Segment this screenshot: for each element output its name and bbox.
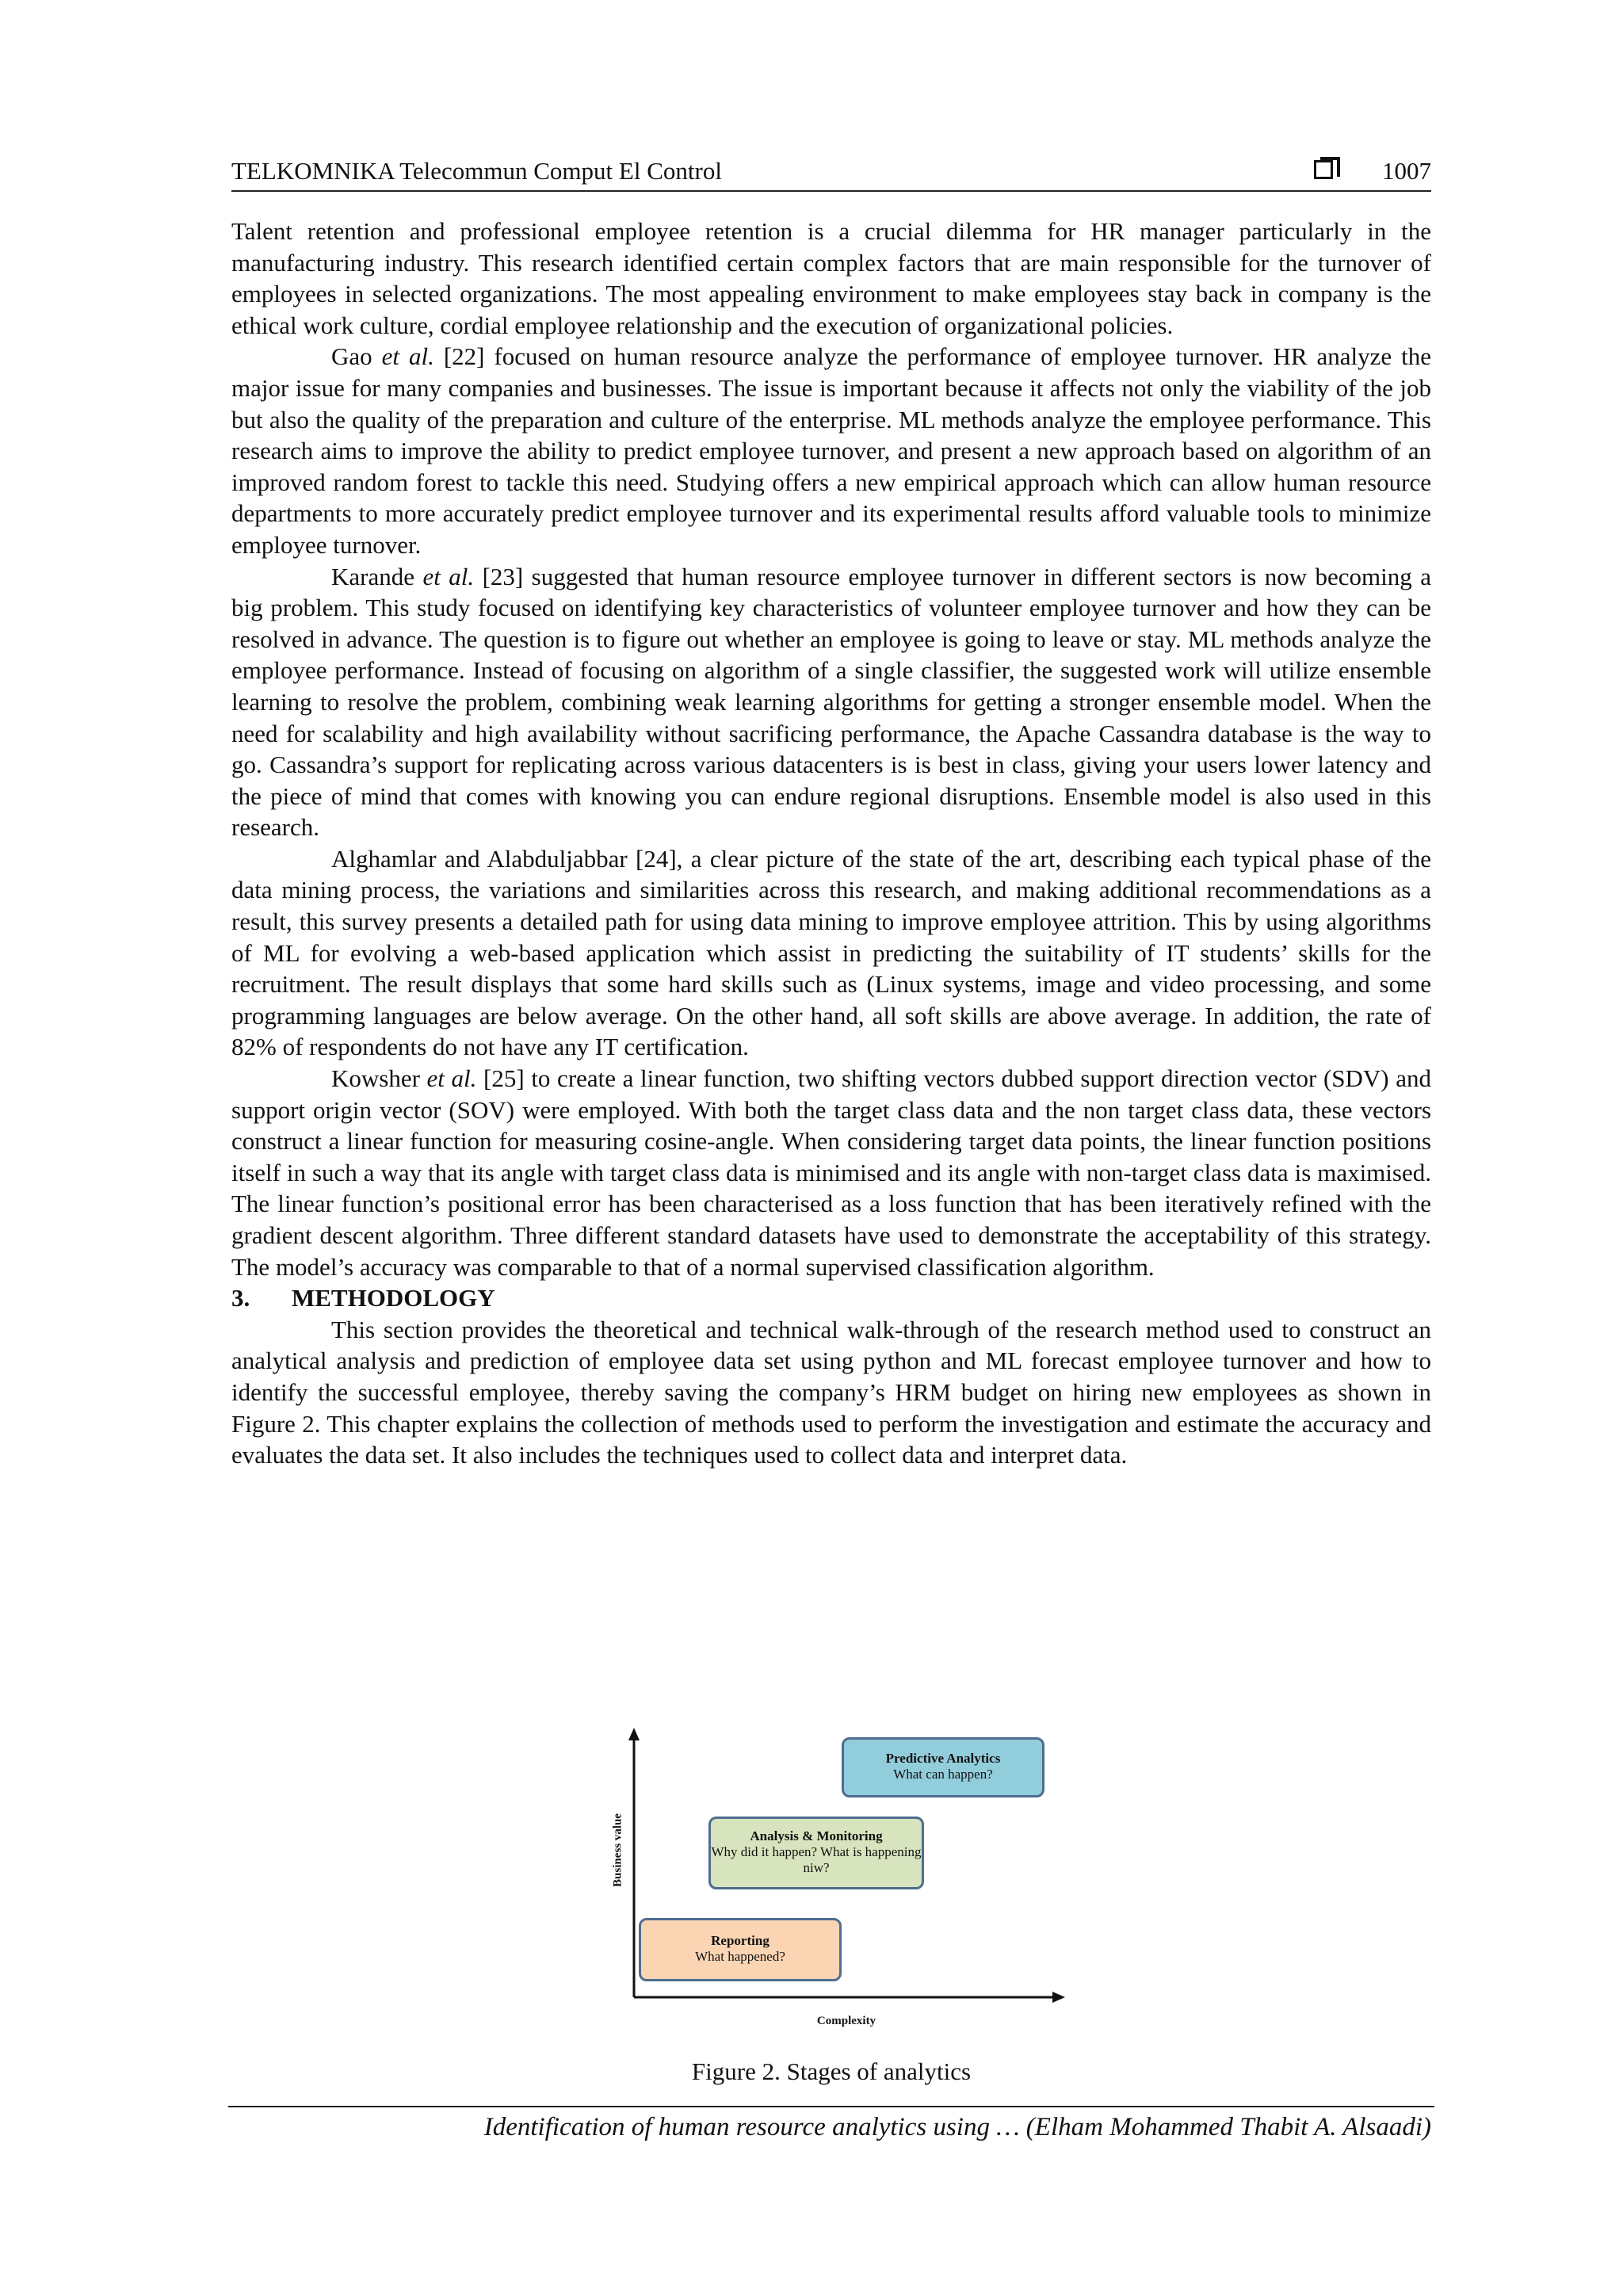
paragraph-text: Alghamlar and Alabduljabbar [24], a clear picture of the state of the art, describing each typical phase of the data mining process, the variations and similarities across this research, and making additional recommendations as a result, this survey presents a detailed path for using data mining to improve employee attrition. This by using algorithms of ML for evolving a web-based application which assist in predicting the suitability of IT students’ skills for the recruitment. The result displays that some hard skills such as (Linux systems, image and video processing, and some programming languages are below average. On the other hand, all soft skills are above average. In addition, the rate of 82% of respondents do not have any IT certification.	[231, 844, 1431, 1061]
stage-predictive-analytics	[842, 1737, 1044, 1797]
figure-caption: Figure 2. Stages of analytics	[691, 2057, 972, 2085]
section-paragraph: This section provides the theoretical and technical walk-through of the research method used to construct an analytical analysis and prediction of employee data set using python and ML forecast employee turnover and how to identify the successful employee, thereby saving the company’s HRM budget on hiring new employees as shown in Figure 2. This chapter explains the collection of methods used to perform the investigation and estimate the accuracy and evaluates the data set. It also includes the techniques used to collect data and interpret data.	[231, 1315, 1431, 1469]
journal-name: TELKOMNIKA Telecommun Comput El Control	[231, 157, 722, 185]
paragraph-text: Talent retention and professional employee retention is a crucial dilemma for HR manager particularly in the manufacturing industry. This research identified certain complex factors that are main responsible for the turnover of employees in selected organizations. The most appealing environment to make employees stay back in company is the ethical work culture, cordial employee relationship and the execution of organizational policies.	[231, 217, 1431, 339]
paragraph-lead: Kowsher	[331, 1064, 427, 1093]
paragraph-5	[231, 1063, 1431, 1282]
stage-title: Analysis & Monitoring	[750, 1828, 883, 1843]
paragraph-2	[231, 341, 1431, 560]
page-number: 1007	[1382, 157, 1431, 185]
stage-reporting	[639, 1918, 842, 1981]
stage-analysis-monitoring	[708, 1817, 924, 1889]
paragraph-lead: Gao	[331, 342, 382, 371]
figure-stages-of-analytics	[586, 1720, 1078, 2037]
section-number: 3.	[231, 1284, 250, 1312]
body-text	[231, 216, 1431, 1471]
paragraph-4	[231, 843, 1431, 1063]
running-header	[231, 154, 1431, 192]
y-axis-label: Business value	[611, 1813, 624, 1887]
et-al: et al.	[381, 342, 434, 371]
paragraph-text: [22] focused on human resource analyze the performance of employee turnover. HR analyze the major issue for many companies and businesses. The issue is important because it affects not only the viability of the job but also the quality of the preparation and culture of the enterprise. ML methods analyze the employee performance. This research aims to improve the ability to predict employee turnover, and present a new approach based on algorithm of an improved random forest to tackle this need. Studying offers a new empirical approach which can allow human resource departments to more accurately predict employee turnover and its experimental results afford valuable tools to minimize employee turnover.	[231, 342, 1431, 559]
footer-divider	[228, 2106, 1434, 2107]
section-title: METHODOLOGY	[292, 1284, 495, 1312]
checkbox-icon	[1314, 160, 1333, 179]
running-footer: Identification of human resource analytics using … (Elham Mohammed Thabit A. Alsaadi)	[483, 2113, 1431, 2141]
stage-subtitle: What happened?	[695, 1949, 785, 1964]
stage-title: Predictive Analytics	[885, 1751, 1001, 1766]
stage-title: Reporting	[711, 1933, 769, 1948]
paragraph-lead: Karande	[331, 562, 423, 590]
paragraph-1	[231, 216, 1431, 341]
section-heading	[231, 1282, 1431, 1314]
et-al: et al.	[426, 1064, 477, 1093]
x-axis-label: Complexity	[816, 2015, 876, 2027]
stage-subtitle: What can happen?	[893, 1767, 993, 1782]
paragraph-3	[231, 561, 1431, 843]
paragraph-text: [23] suggested that human resource employee turnover in different sectors is now becoming a big problem. This study focused on identifying key characteristics of volunteer employee turnover and how they can be resolved in advance. The question is to figure out whether an employee is going to leave or stay. ML methods analyze the employee performance. Instead of focusing on algorithm of a single classifier, the suggested work will utilize ensemble learning to resolve the problem, combining weak learning algorithms for getting a stronger ensemble model. When the need for scalability and high availability without sacrificing performance, the Apache Cassandra database is the way to go. Cassandra’s support for replicating across various datacenters is is best in class, giving your users lower latency and the piece of mind that comes with knowing you can endure regional disruptions. Ensemble model is also used in this research.	[231, 562, 1431, 842]
stage-subtitle: Why did it happen? What is happening niw?	[711, 1844, 922, 1875]
paragraph-text: [25] to create a linear function, two shifting vectors dubbed support direction vector (SDV) and support origin vector (SOV) were employed. With both the target class data and the non target class data, these vectors construct a linear function for measuring cosine-angle. When considering target data points, the linear function positions itself in such a way that its angle with target class data is minimised and its angle with non-target class data is maximised. The linear function’s positional error has been characterised as a loss function that has been iteratively refined with the gradient descent algorithm. Three different standard datasets have used to demonstrate the acceptability of this strategy. The model’s accuracy was comparable to that of a normal supervised classification algorithm.	[231, 1064, 1431, 1281]
et-al: et al.	[422, 562, 475, 590]
